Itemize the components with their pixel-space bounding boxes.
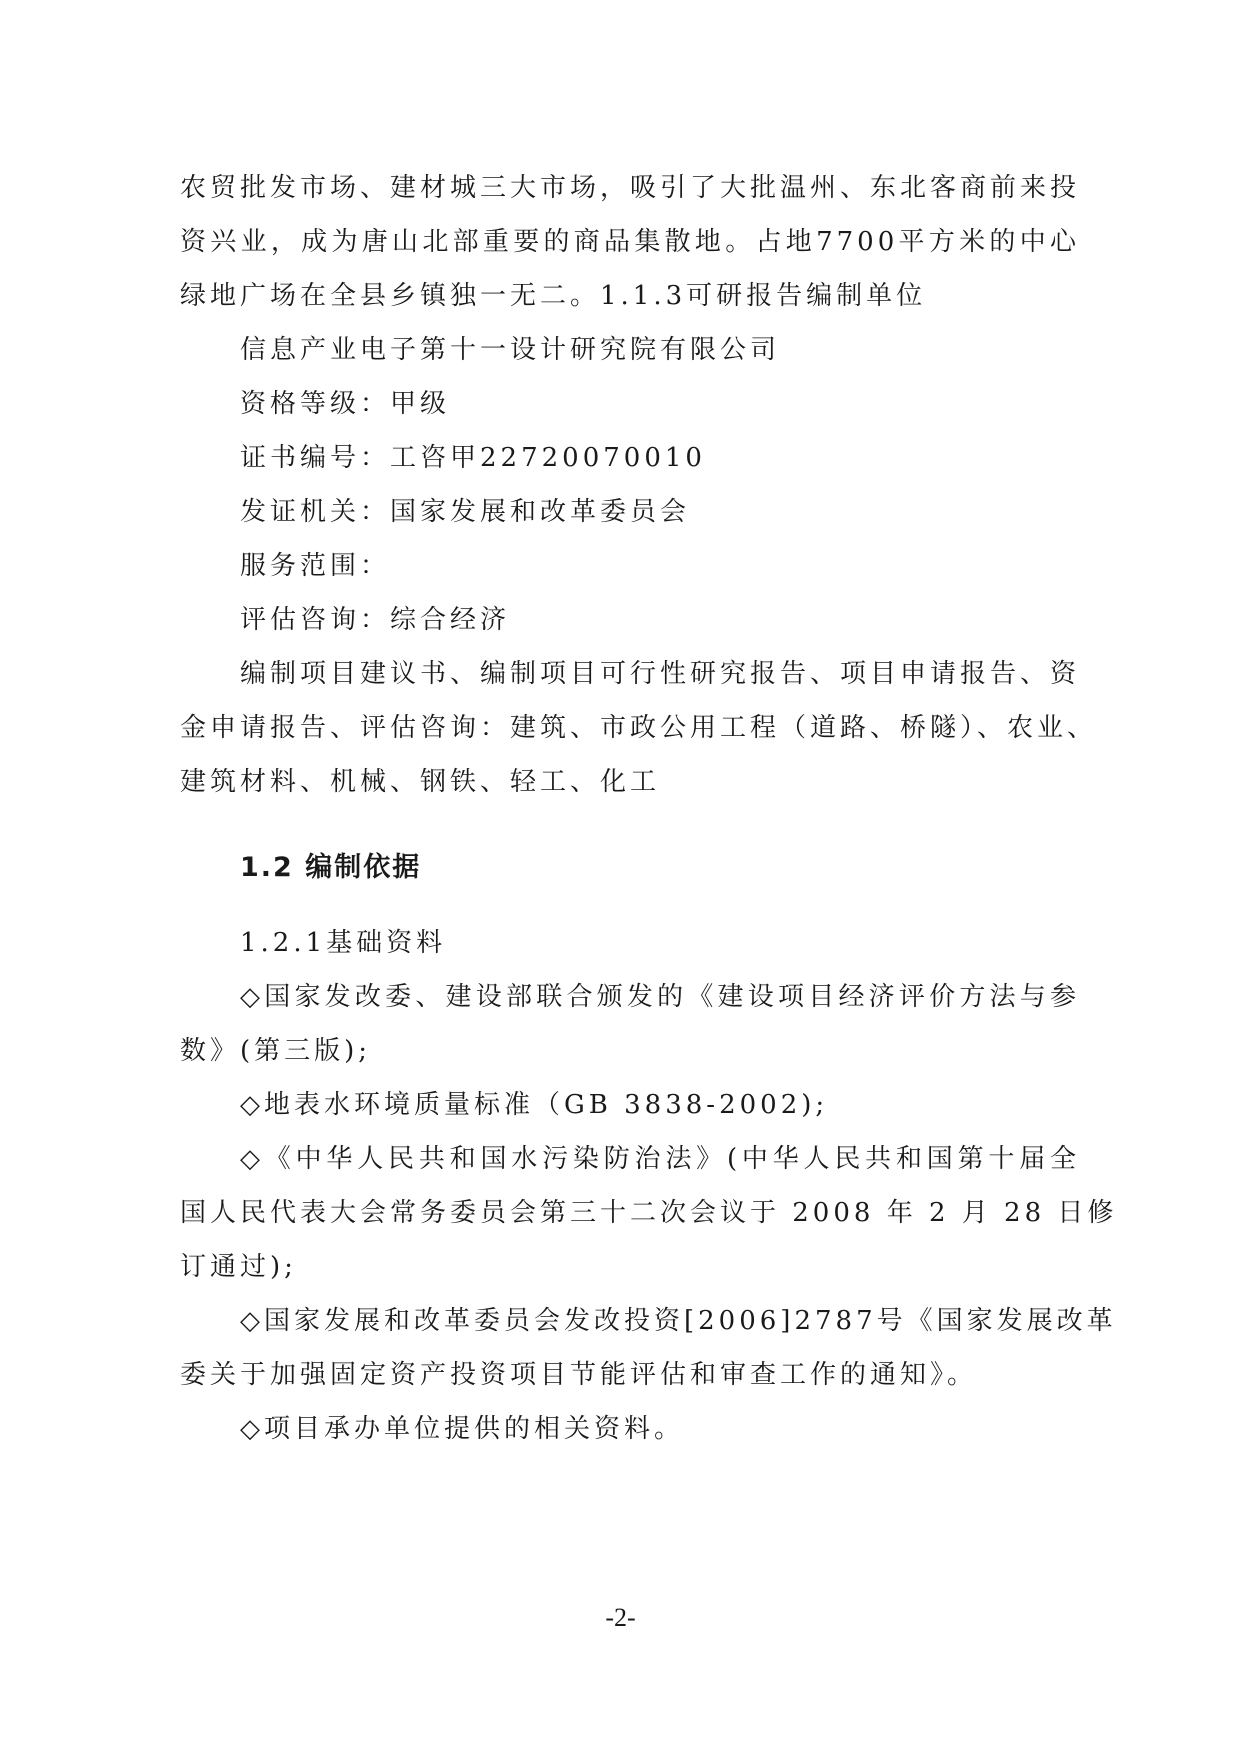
service-scope-line: 服务范围：	[240, 551, 391, 581]
paragraph-line: 编制项目建议书、编制项目可行性研究报告、项目申请报告、资	[240, 659, 1081, 689]
certificate-line: 证书编号：工咨甲22720070010	[240, 443, 706, 473]
company-name: 信息产业电子第十一设计研究院有限公司	[240, 335, 781, 365]
list-item: ◇国家发改委、建设部联合颁发的《建设项目经济评价方法与参	[240, 982, 1080, 1012]
section-heading: 1.2 编制依据	[240, 852, 422, 883]
qualification-line: 资格等级：甲级	[240, 389, 451, 419]
list-item: ◇国家发展和改革委员会发改投资[2006]2787号《国家发展改革	[240, 1306, 1117, 1336]
issuer-line: 发证机关：国家发展和改革委员会	[240, 497, 691, 527]
list-item-continuation: 国人民代表大会常务委员会第三十二次会议于 2008 年 2 月 28 日修	[180, 1198, 1118, 1228]
page-number: -2-	[605, 1603, 636, 1632]
paragraph-line: 建筑材料、机械、钢铁、轻工、化工	[180, 767, 661, 797]
paragraph-line: 金申请报告、评估咨询：建筑、市政公用工程（道路、桥隧）、农业、	[180, 713, 1098, 743]
list-item-continuation: 委关于加强固定资产投资项目节能评估和审查工作的通知》。	[180, 1360, 978, 1390]
list-item: ◇项目承办单位提供的相关资料。	[240, 1414, 684, 1444]
list-item-continuation: 订通过);	[180, 1252, 297, 1282]
list-item: ◇地表水环境质量标准（GB 3838-2002);	[240, 1090, 829, 1120]
paragraph-line: 资兴业，成为唐山北部重要的商品集散地。占地7700平方米的中心	[180, 227, 1080, 257]
list-item: ◇《中华人民共和国水污染防治法》(中华人民共和国第十届全	[240, 1144, 1080, 1174]
paragraph-line: 农贸批发市场、建材城三大市场，吸引了大批温州、东北客商前来投	[180, 173, 1081, 203]
paragraph-line: 绿地广场在全县乡镇独一无二。1.1.3可研报告编制单位	[180, 281, 927, 311]
subsection-title: 1.2.1基础资料	[240, 928, 447, 958]
list-item-continuation: 数》(第三版);	[180, 1036, 372, 1066]
assessment-line: 评估咨询：综合经济	[240, 605, 511, 635]
